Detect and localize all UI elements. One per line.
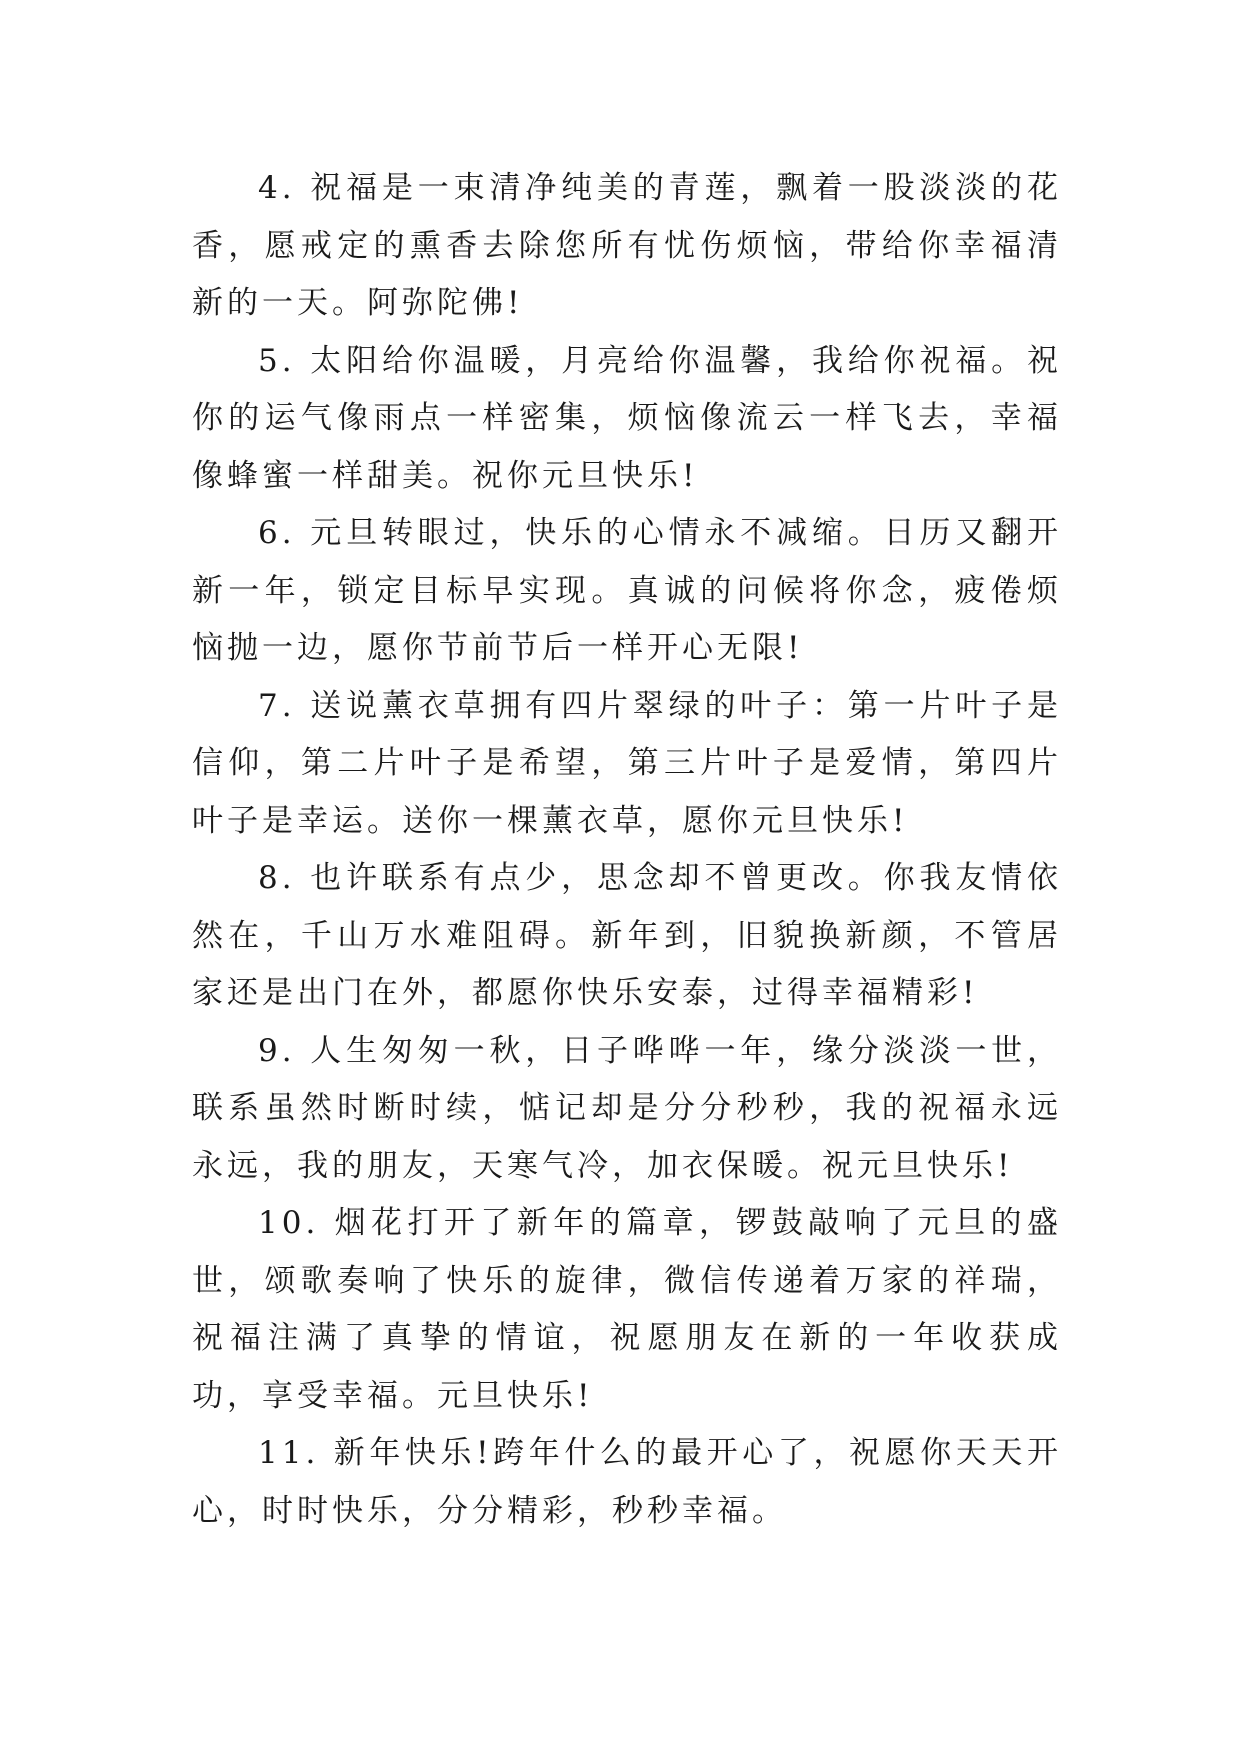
paragraph-item-11: 11. 新年快乐!跨年什么的最开心了，祝愿你天天开心，时时快乐，分分精彩，秒秒幸福。 <box>192 1435 1062 1529</box>
paragraph-item-4: 4. 祝福是一束清净纯美的青莲，飘着一股淡淡的花香，愿戒定的熏香去除您所有忧伤烦恼，带给你幸福清新的一天。阿弥陀佛! <box>192 170 1062 321</box>
document-body <box>192 160 1062 1540</box>
paragraph-item-10: 10. 烟花打开了新年的篇章，锣鼓敲响了元旦的盛世，颂歌奏响了快乐的旋律，微信传递着万家的祥瑞，祝福注满了真挚的情谊，祝愿朋友在新的一年收获成功，享受幸福。元旦快乐! <box>192 1205 1062 1414</box>
paragraph-item-8: 8. 也许联系有点少，思念却不曾更改。你我友情依然在，千山万水难阻碍。新年到，旧貌换新颜，不管居家还是出门在外，都愿你快乐安泰，过得幸福精彩! <box>192 860 1062 1011</box>
paragraph-item-9: 9. 人生匆匆一秋，日子哗哗一年，缘分淡淡一世，联系虽然时断时续，惦记却是分分秒秒，我的祝福永远永远，我的朋友，天寒气冷，加衣保暖。祝元旦快乐! <box>192 1032 1062 1184</box>
paragraph-item-5: 5. 太阳给你温暖，月亮给你温馨，我给你祝福。祝你的运气像雨点一样密集，烦恼像流云一样飞去，幸福像蜂蜜一样甜美。祝你元旦快乐! <box>192 342 1062 494</box>
paragraph-item-7: 7. 送说薰衣草拥有四片翠绿的叶子：第一片叶子是信仰，第二片叶子是希望，第三片叶子是爱情，第四片叶子是幸运。送你一棵薰衣草，愿你元旦快乐! <box>192 687 1062 839</box>
paragraph-item-6: 6. 元旦转眼过，快乐的心情永不减缩。日历又翻开新一年，锁定目标早实现。真诚的问候将你念，疲倦烦恼抛一边，愿你节前节后一样开心无限! <box>192 515 1062 666</box>
